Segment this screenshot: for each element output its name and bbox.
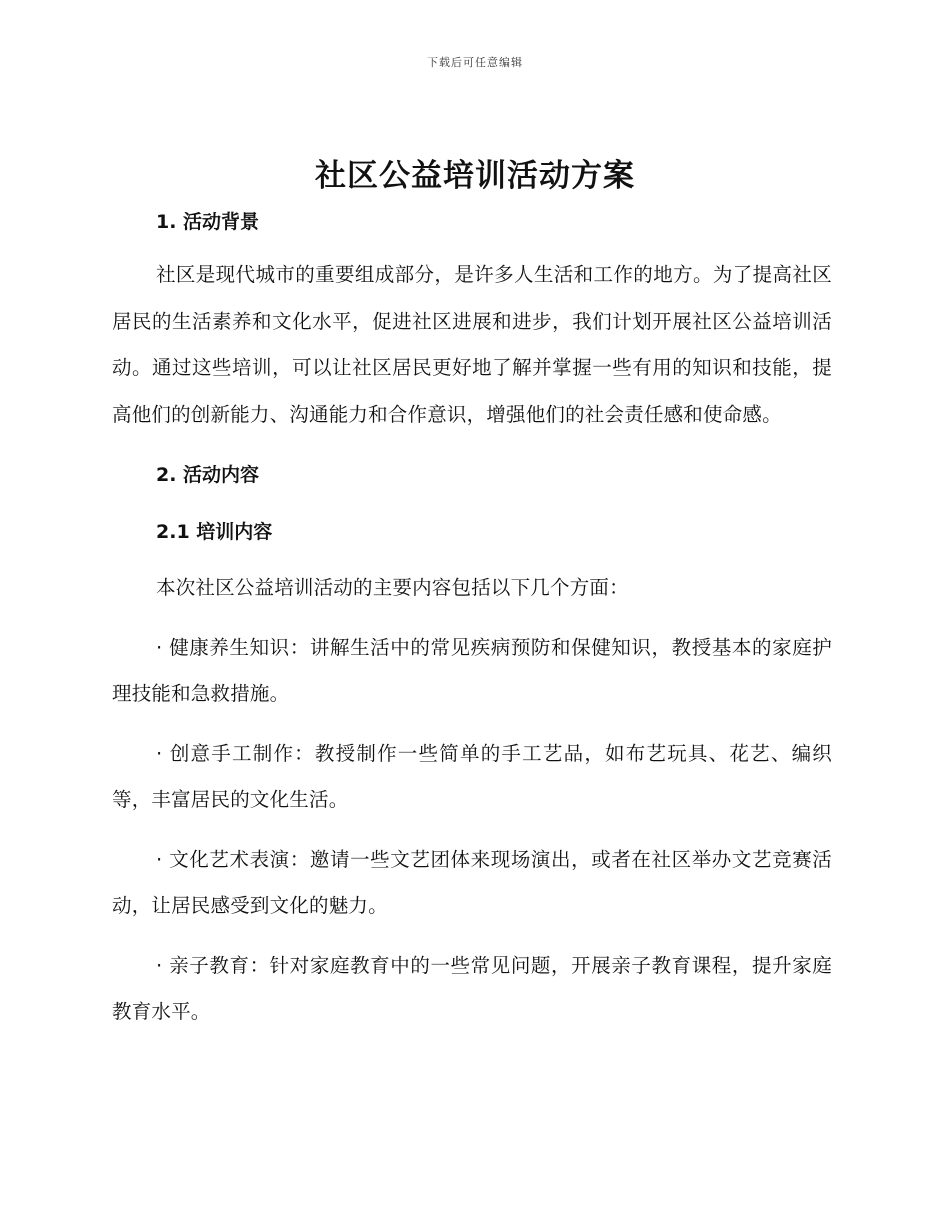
section-heading-content: 2. 活动内容 [156,464,260,486]
list-item-health: · 健康养生知识：讲解生活中的常见疾病预防和保健知识，教授基本的家庭护理技能和急救措施。 [112,635,832,705]
header-note: 下载后可任意编辑 [427,56,523,69]
list-item-performance: · 文化艺术表演：邀请一些文艺团体来现场演出，或者在社区举办文艺竞赛活动，让居民感受到文化的魅力。 [112,847,832,917]
list-item-parenting: · 亲子教育：针对家庭教育中的一些常见问题，开展亲子教育课程，提升家庭教育水平。 [112,953,832,1023]
subsection-heading-training: 2.1 培训内容 [156,521,273,543]
section-heading-background: 1. 活动背景 [156,211,260,233]
document-body [112,202,832,1036]
background-paragraph: 社区是现代城市的重要组成部分，是许多人生活和工作的地方。为了提高社区居民的生活素养和文化水平，促进社区进展和进步，我们计划开展社区公益培训活动。通过这些培训，可以让社区居民更好地了解并掌握一些有用的知识和技能，提高他们的创新能力、沟通能力和合作意识，增强他们的社会责任感和使命感。 [112,263,832,426]
list-item-handcraft: · 创意手工制作：教授制作一些简单的手工艺品，如布艺玩具、花艺、编织等，丰富居民的文化生活。 [112,741,832,811]
training-intro: 本次社区公益培训活动的主要内容包括以下几个方面： [156,576,629,599]
page-title: 社区公益培训活动方案 [315,158,635,194]
